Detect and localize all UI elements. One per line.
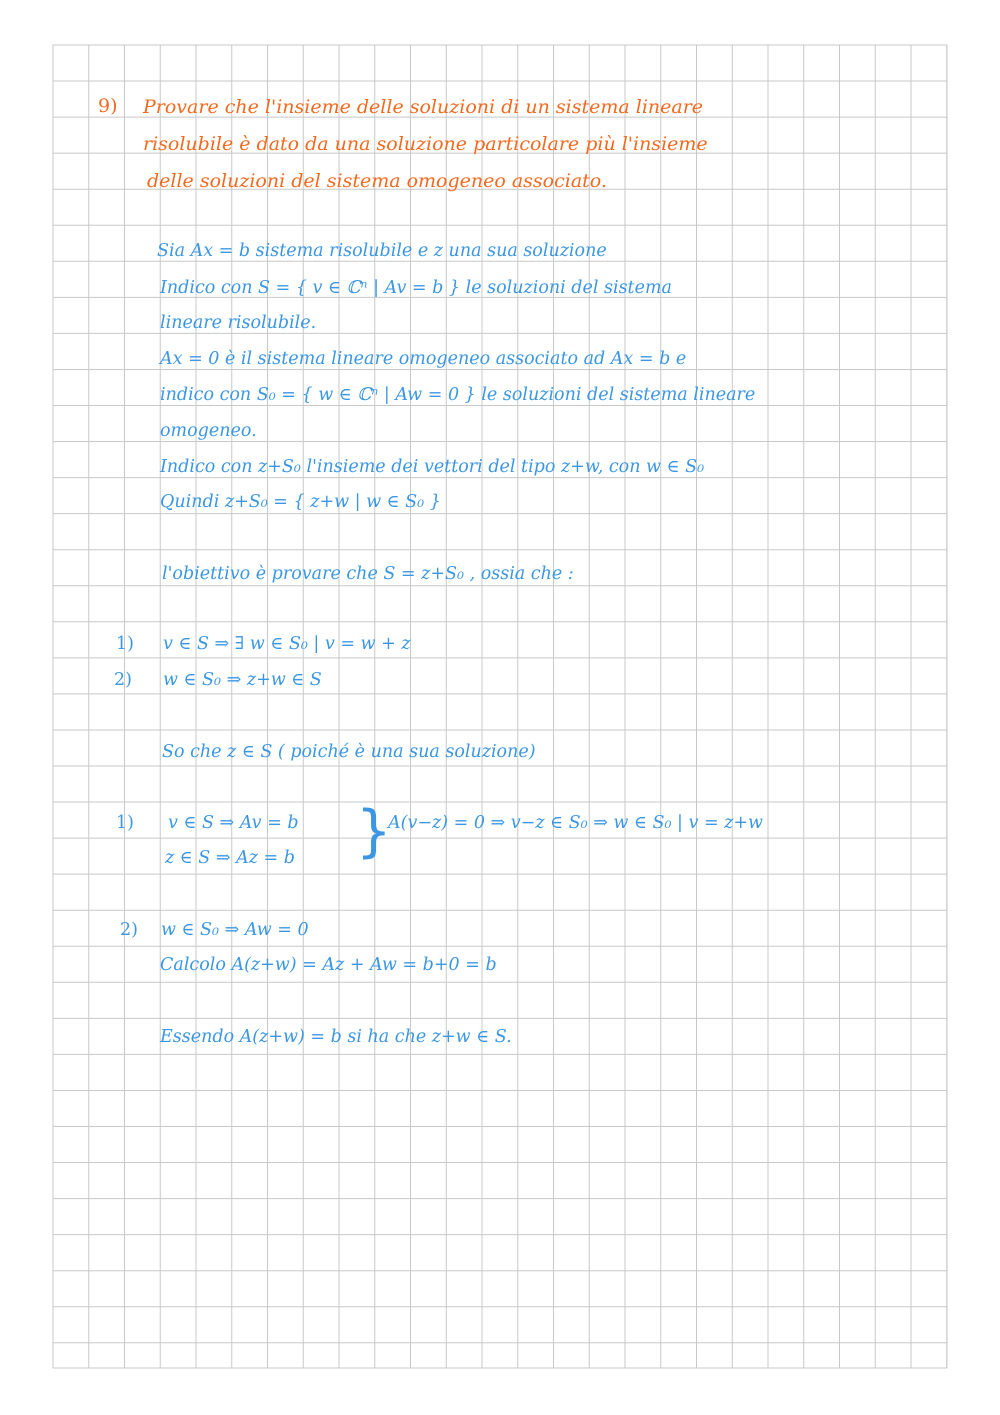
proof-intro-line-7: Indico con z+S₀ l'insieme dei vettori del tipo z+w, con w ∈ S₀ (160, 457, 705, 477)
part-2-number: 2) (120, 920, 138, 940)
part-1-conclusion: A(v−z) = 0 ⇒ v−z ∈ S₀ ⇒ w ∈ S₀ | v = z+w (388, 813, 764, 833)
exercise-statement-line-2: risolubile è dato da una soluzione particolare più l'insieme (143, 133, 708, 155)
exercise-statement-line-3: delle soluzioni del sistema omogeneo associato. (147, 170, 607, 192)
proof-intro-line-5: indico con S₀ = { w ∈ ℂⁿ | Aw = 0 } le soluzioni del sistema lineare (160, 385, 756, 405)
claim-2-number: 2) (114, 670, 132, 690)
proof-intro-line-4: Ax = 0 è il sistema lineare omogeneo associato ad Ax = b e (160, 349, 687, 369)
part-1-line-a: v ∈ S ⇒ Av = b (168, 813, 299, 833)
part-2-line-1: w ∈ S₀ ⇒ Aw = 0 (161, 920, 309, 940)
proof-intro-line-2: Indico con S = { v ∈ ℂⁿ | Av = b } le soluzioni del sistema (160, 278, 672, 298)
proof-goal: l'obiettivo è provare che S = z+S₀ , ossia che : (162, 564, 574, 584)
part-1-number: 1) (116, 813, 134, 833)
proof-intro-line-1: Sia Ax = b sistema risolubile e z una sua soluzione (157, 241, 607, 261)
claim-1-text: v ∈ S ⇒ ∃ w ∈ S₀ | v = w + z (163, 634, 411, 654)
claim-1-number: 1) (116, 634, 134, 654)
claim-2-text: w ∈ S₀ ⇒ z+w ∈ S (163, 670, 322, 690)
part-2-line-3: Essendo A(z+w) = b si ha che z+w ∈ S. (160, 1027, 512, 1047)
exercise-statement-line-1: Provare che l'insieme delle soluzioni di un sistema lineare (143, 96, 704, 118)
exercise-number: 9) (98, 95, 118, 117)
part-2-line-2: Calcolo A(z+w) = Az + Aw = b+0 = b (160, 955, 497, 975)
proof-intro-line-6: omogeneo. (160, 421, 257, 441)
brace-symbol: } (356, 799, 392, 864)
part-1-line-b: z ∈ S ⇒ Az = b (165, 848, 295, 868)
proof-intro-line-3: lineare risolubile. (160, 313, 317, 333)
proof-intro-line-8: Quindi z+S₀ = { z+w | w ∈ S₀ } (160, 492, 441, 512)
known-fact: So che z ∈ S ( poiché è una sua soluzione) (162, 742, 536, 762)
